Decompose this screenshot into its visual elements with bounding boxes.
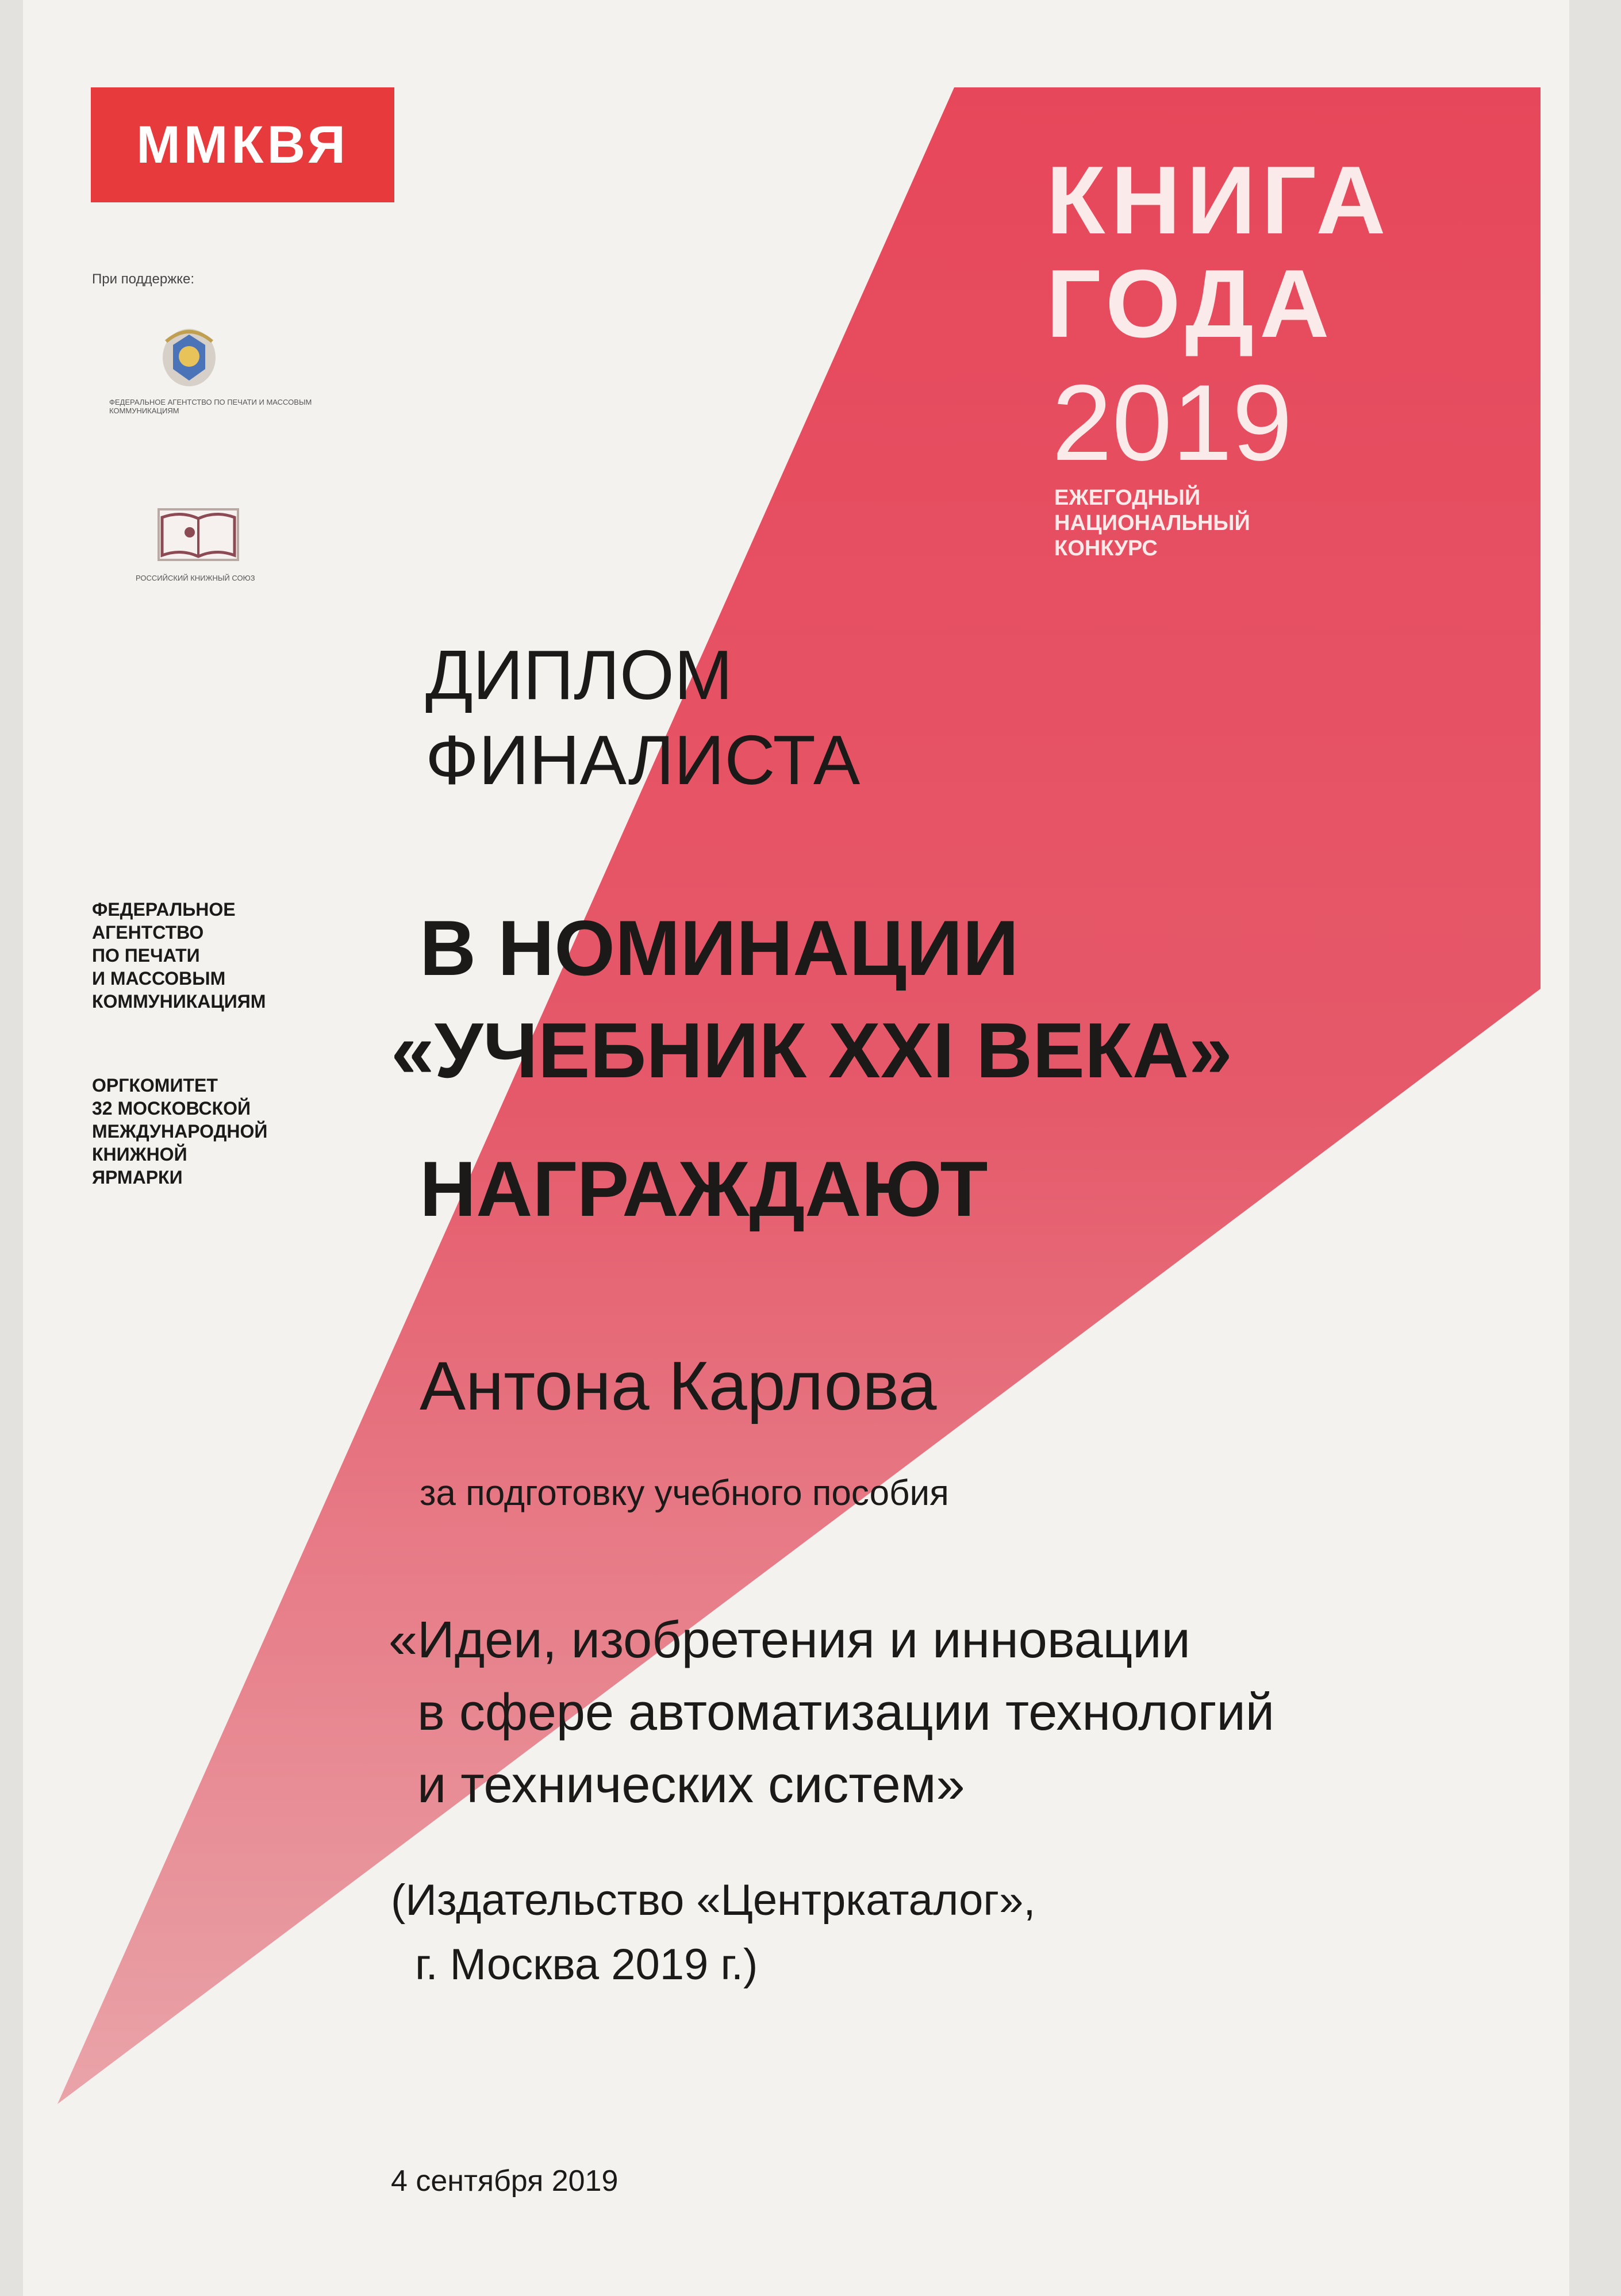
diploma-title [425, 632, 860, 803]
organizer-line: ЯРМАРКИ [92, 1167, 183, 1188]
contest-title-line1: КНИГА [1046, 146, 1392, 254]
book-title-line: «Идеи, изобретения и инновации [389, 1611, 1190, 1669]
diploma-page [23, 0, 1569, 2296]
open-book-icon [155, 506, 241, 569]
organizer-line: 32 МОСКОВСКОЙ [92, 1098, 251, 1119]
award-date: 4 сентября 2019 [391, 2164, 619, 2198]
publisher-line: (Издательство «Центркаталог», [391, 1876, 1036, 1925]
recipient-name: Антона Карлова [420, 1347, 937, 1425]
award-verb: НАГРАЖДАЮТ [420, 1145, 988, 1233]
contest-subtitle [1054, 485, 1250, 561]
organizer-line: ФЕДЕРАЛЬНОЕ [92, 899, 236, 920]
organizer-line: КОММУНИКАЦИЯМ [92, 991, 266, 1012]
logo-text: ММКВЯ [136, 115, 349, 174]
book-title [389, 1604, 1274, 1821]
award-reason: за подготовку учебного пособия [420, 1473, 949, 1513]
contest-title-line2: ГОДА [1046, 249, 1335, 358]
nomination-line: В НОМИНАЦИИ [420, 904, 1019, 992]
organizer-line: АГЕНТСТВО [92, 922, 204, 943]
book-title-line: в сфере автоматизации технологий [417, 1684, 1275, 1741]
organizer-line: ОРГКОМИТЕТ [92, 1075, 218, 1096]
diploma-title-line: ДИПЛОМ [425, 636, 733, 714]
mmkvya-logo [91, 87, 394, 202]
contest-subtitle-line: ЕЖЕГОДНЫЙ [1054, 486, 1201, 510]
publisher [391, 1868, 1036, 1997]
contest-title [1046, 146, 1392, 358]
publisher-line: г. Москва 2019 г.) [415, 1940, 758, 1989]
nomination-line: «УЧЕБНИК XXI ВЕКА» [391, 1007, 1232, 1094]
contest-subtitle-line: КОНКУРС [1054, 536, 1158, 560]
contest-year: 2019 [1052, 362, 1293, 483]
organizer-line: И МАССОВЫМ [92, 968, 226, 989]
organizer-committee [92, 1074, 267, 1189]
organizer-line: ПО ПЕЧАТИ [92, 945, 200, 966]
book-title-line: и технических систем» [417, 1756, 965, 1814]
book-union-logo [155, 506, 241, 572]
support-label: При поддержке: [92, 271, 195, 287]
contest-subtitle-line: НАЦИОНАЛЬНЫЙ [1054, 511, 1250, 535]
emblem-caption: ФЕДЕРАЛЬНОЕ АГЕНТСТВО ПО ПЕЧАТИ И МАССОВЫМ КОММУНИКАЦИЯМ [109, 398, 312, 415]
diploma-title-line: ФИНАЛИСТА [425, 721, 861, 799]
organizer-line: МЕЖДУНАРОДНОЙ [92, 1121, 268, 1142]
nomination [391, 897, 1232, 1101]
agency-emblem [158, 322, 220, 394]
organizer-agency [92, 898, 266, 1013]
emblem-icon [158, 322, 220, 391]
union-caption: РОССИЙСКИЙ КНИЖНЫЙ СОЮЗ [136, 574, 255, 582]
organizer-line: КНИЖНОЙ [92, 1144, 187, 1165]
